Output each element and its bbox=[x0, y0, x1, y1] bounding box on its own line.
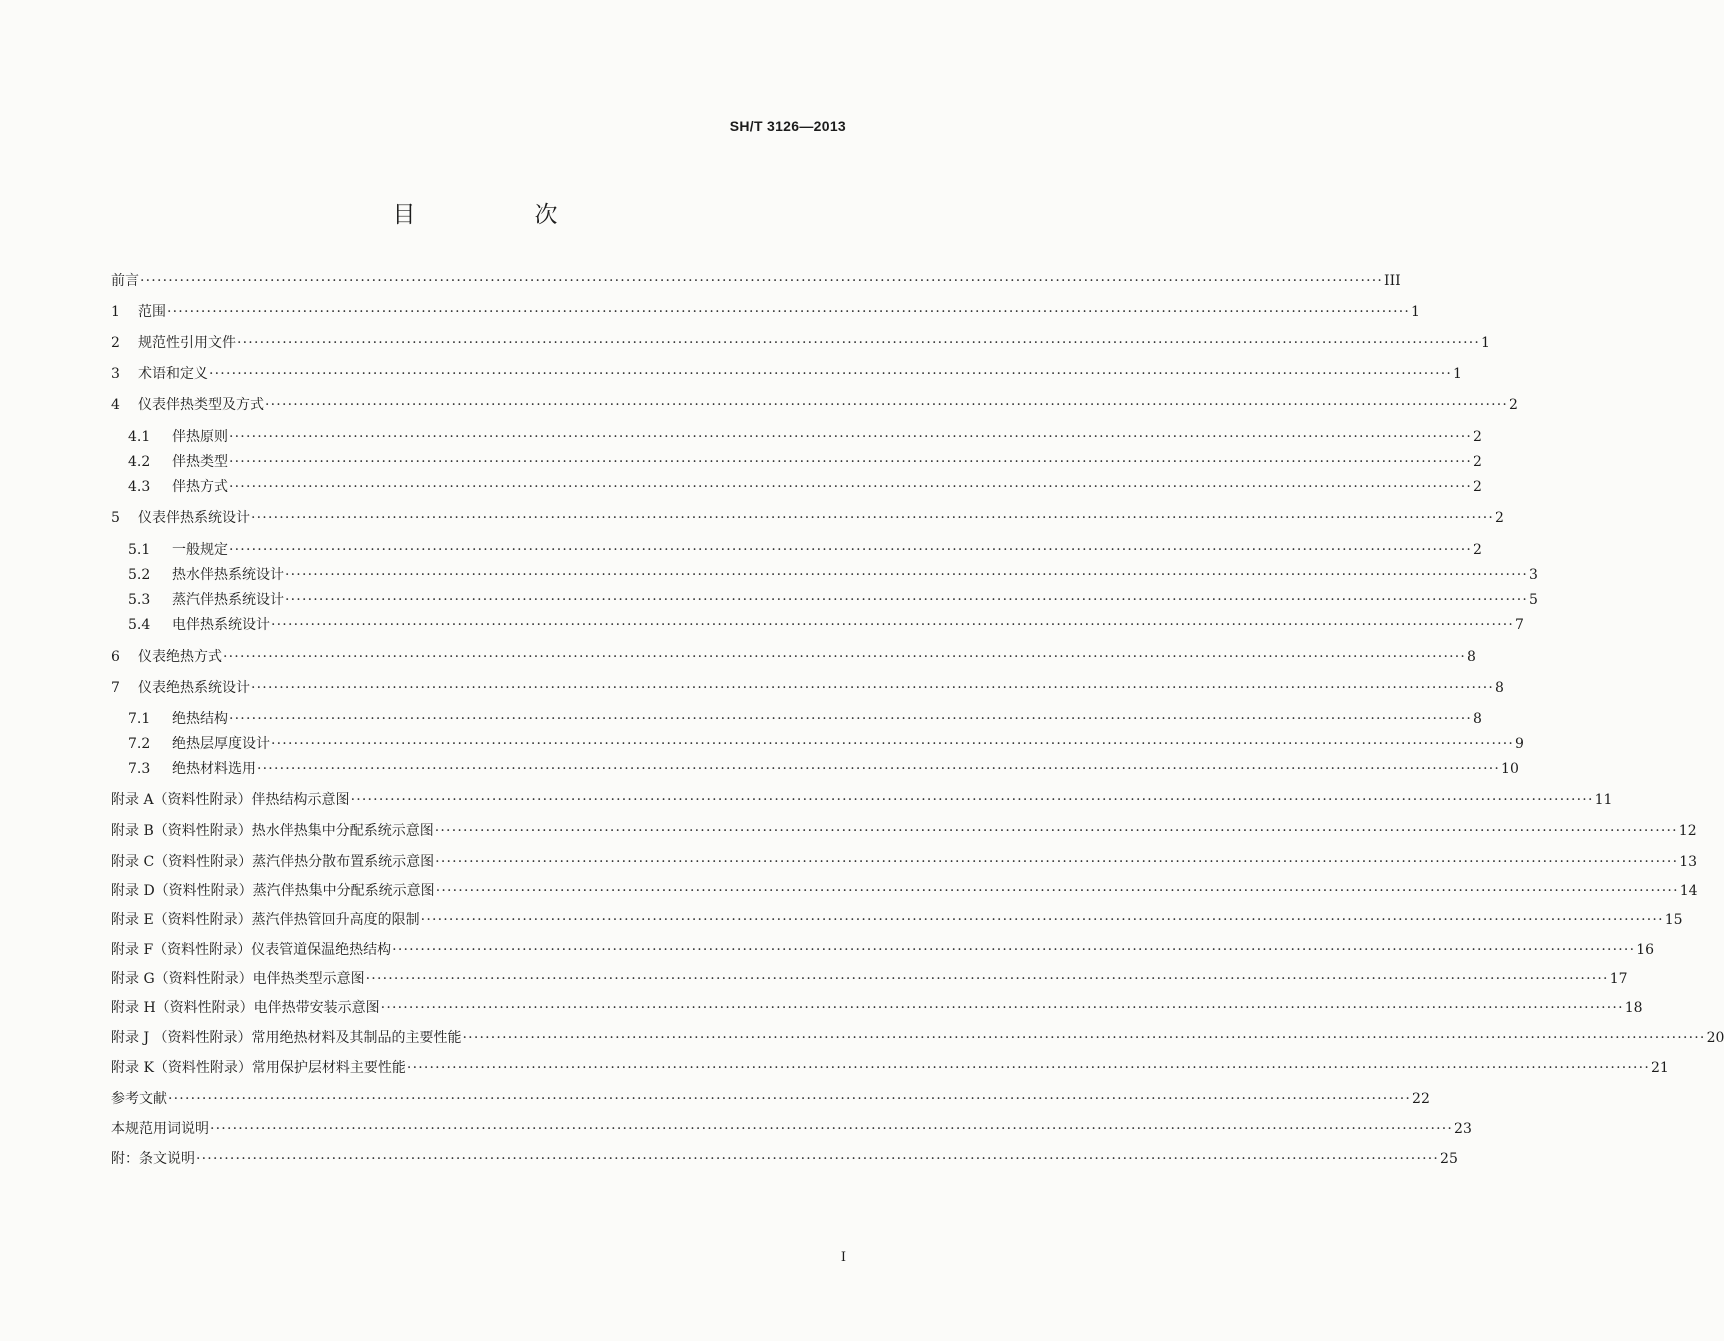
dot-leader: ···························································································································································································································· bbox=[251, 680, 1495, 696]
page-number: I bbox=[840, 1250, 846, 1265]
toc-entry-page: 17 bbox=[1609, 971, 1628, 987]
toc-entry-label bbox=[111, 909, 420, 931]
toc-entry-label bbox=[111, 1148, 195, 1170]
dot-leader: ···························································································································································································································· bbox=[168, 1091, 1412, 1107]
toc-entry-page: 20 bbox=[1706, 1030, 1724, 1046]
toc-entry-text: 仪表伴热系统设计 bbox=[138, 510, 250, 526]
toc-entry-text: 附录 D（资料性附录）蒸汽伴热集中分配系统示意图 bbox=[111, 883, 435, 899]
toc-entry[interactable] bbox=[111, 820, 1697, 842]
toc-entry[interactable] bbox=[111, 789, 1613, 811]
toc-entry-number: 4.2 bbox=[128, 454, 151, 470]
toc-entry-number: 7.3 bbox=[128, 761, 151, 777]
toc-entry-label bbox=[128, 758, 256, 780]
toc-entry[interactable] bbox=[111, 646, 1476, 668]
toc-entry-text: 前言 bbox=[111, 273, 139, 289]
dot-leader: ···························································································································································································································· bbox=[380, 1000, 1624, 1016]
toc-entry-text: 参考文献 bbox=[111, 1091, 167, 1107]
toc-entry-page: 2 bbox=[1473, 454, 1482, 470]
toc-entry-text: 规范性引用文件 bbox=[138, 335, 236, 351]
toc-entry-label bbox=[111, 646, 222, 668]
toc-entry-label bbox=[111, 820, 434, 842]
toc-entry-label bbox=[128, 708, 228, 730]
toc-entry-label bbox=[128, 451, 228, 473]
toc-entry[interactable] bbox=[128, 733, 1524, 755]
toc-entry[interactable] bbox=[111, 363, 1462, 385]
toc-entry-text: 附录 K（资料性附录）常用保护层材料主要性能 bbox=[111, 1060, 406, 1076]
toc-entry-page: 10 bbox=[1501, 761, 1519, 777]
toc-entry-text: 仪表绝热方式 bbox=[138, 649, 222, 665]
toc-entry[interactable] bbox=[111, 1027, 1724, 1049]
toc-entry-page: 1 bbox=[1481, 335, 1490, 351]
dot-leader: ···························································································································································································································· bbox=[265, 397, 1509, 413]
toc-entry-label bbox=[111, 939, 391, 961]
standard-code: SH/T 3126—2013 bbox=[729, 118, 846, 134]
dot-leader: ···························································································································································································································· bbox=[435, 854, 1679, 870]
toc-entry-text: 术语和定义 bbox=[138, 366, 208, 382]
toc-entry-number: 7.2 bbox=[128, 736, 151, 752]
toc-entry-number: 6 bbox=[111, 649, 120, 665]
toc-entry-text: 附录 B（资料性附录）热水伴热集中分配系统示意图 bbox=[111, 823, 434, 839]
toc-entry[interactable] bbox=[128, 589, 1538, 611]
toc-entry-page: 2 bbox=[1473, 429, 1482, 445]
toc-entry-label bbox=[111, 677, 250, 699]
toc-entry-page: 1 bbox=[1411, 304, 1420, 320]
toc-entry-text: 蒸汽伴热系统设计 bbox=[172, 592, 284, 608]
dot-leader: ···························································································································································································································· bbox=[435, 883, 1679, 899]
toc-entry[interactable] bbox=[128, 451, 1482, 473]
toc-entry-text: 附录 C（资料性附录）蒸汽伴热分散布置系统示意图 bbox=[111, 854, 435, 870]
toc-entry-text: 附录 F（资料性附录）仪表管道保温绝热结构 bbox=[111, 942, 392, 958]
toc-entry[interactable] bbox=[128, 564, 1538, 586]
toc-entry-number: 7 bbox=[111, 680, 120, 696]
dot-leader: ···························································································································································································································· bbox=[285, 592, 1529, 608]
toc-entry-label bbox=[128, 589, 284, 611]
toc-entry-label bbox=[128, 426, 228, 448]
toc-entry-label bbox=[111, 1027, 462, 1049]
toc-entry-text: 伴热方式 bbox=[172, 479, 228, 495]
toc-entry-page: 21 bbox=[1650, 1060, 1669, 1076]
toc-entry[interactable] bbox=[111, 301, 1420, 323]
toc-entry-label bbox=[111, 851, 434, 873]
toc-entry-page: 11 bbox=[1594, 792, 1613, 808]
toc-entry-page: 23 bbox=[1454, 1121, 1472, 1137]
dot-leader: ···························································································································································································································· bbox=[210, 1121, 1454, 1137]
toc-entry[interactable] bbox=[111, 939, 1655, 961]
toc-entry-page: 15 bbox=[1664, 912, 1683, 928]
dot-leader: ···························································································································································································································· bbox=[271, 736, 1515, 752]
toc-entry-page: 14 bbox=[1679, 883, 1698, 899]
dot-leader: ···························································································································································································································· bbox=[140, 273, 1384, 289]
toc-entry-label bbox=[111, 1118, 209, 1140]
toc-entry-page: 8 bbox=[1467, 649, 1476, 665]
toc-entry-label bbox=[128, 733, 270, 755]
toc-entry-text: 附录 E（资料性附录）蒸汽伴热管回升高度的限制 bbox=[111, 912, 420, 928]
toc-entry[interactable] bbox=[111, 507, 1504, 529]
toc-entry[interactable] bbox=[128, 426, 1482, 448]
toc-entry-label bbox=[128, 614, 270, 636]
dot-leader: ···························································································································································································································· bbox=[365, 971, 1609, 987]
toc-entry-page: 8 bbox=[1495, 680, 1504, 696]
dot-leader: ···························································································································································································································· bbox=[229, 429, 1473, 445]
toc-entry-page: 2 bbox=[1473, 542, 1482, 558]
toc-entry-label bbox=[111, 968, 365, 990]
toc-entry[interactable] bbox=[128, 708, 1482, 730]
toc-entry[interactable] bbox=[128, 614, 1524, 636]
toc-entry-page: 22 bbox=[1412, 1091, 1430, 1107]
toc-entry[interactable] bbox=[128, 476, 1482, 498]
toc-entry-page: 13 bbox=[1679, 854, 1698, 870]
toc-entry-text: 绝热材料选用 bbox=[172, 761, 256, 777]
toc-entry-number: 7.1 bbox=[128, 711, 151, 727]
toc-entry-text: 伴热原则 bbox=[172, 429, 228, 445]
toc-entry-label bbox=[128, 564, 284, 586]
toc-entry-label bbox=[111, 880, 435, 902]
toc-entry-number: 3 bbox=[111, 366, 120, 382]
toc-entry-page: 5 bbox=[1529, 592, 1538, 608]
toc-entry-text: 附录 A（资料性附录）伴热结构示意图 bbox=[111, 792, 350, 808]
toc-entry-label bbox=[111, 332, 236, 354]
toc-entry-page: 3 bbox=[1529, 567, 1538, 583]
toc-entry-number: 4.3 bbox=[128, 479, 151, 495]
toc-entry-page: 12 bbox=[1678, 823, 1697, 839]
dot-leader: ···························································································································································································································· bbox=[392, 942, 1636, 958]
toc-entry-label bbox=[111, 507, 250, 529]
toc-entry-page: 25 bbox=[1440, 1151, 1458, 1167]
toc-entry[interactable] bbox=[111, 968, 1628, 990]
dot-leader: ···························································································································································································································· bbox=[223, 649, 1467, 665]
toc-entry[interactable] bbox=[111, 997, 1643, 1019]
toc-entry[interactable] bbox=[111, 1088, 1430, 1110]
toc-entry-page: 18 bbox=[1624, 1000, 1643, 1016]
toc-entry-text: 本规范用词说明 bbox=[111, 1121, 209, 1137]
toc-entry-label bbox=[111, 363, 208, 385]
toc-entry[interactable] bbox=[111, 851, 1698, 873]
toc-entry[interactable] bbox=[111, 270, 1401, 292]
toc-entry-page: III bbox=[1384, 273, 1401, 289]
toc-entry-text: 绝热结构 bbox=[172, 711, 228, 727]
dot-leader: ···························································································································································································································· bbox=[229, 454, 1473, 470]
dot-leader: ···························································································································································································································· bbox=[406, 1060, 1650, 1076]
toc-entry[interactable] bbox=[111, 332, 1490, 354]
toc-entry-number: 2 bbox=[111, 335, 120, 351]
toc-entry[interactable] bbox=[111, 1118, 1472, 1140]
toc-entry[interactable] bbox=[111, 909, 1683, 931]
toc-entry-label bbox=[111, 789, 350, 811]
toc-entry-text: 附录 J （资料性附录）常用绝热材料及其制品的主要性能 bbox=[111, 1030, 462, 1046]
toc-entry-page: 7 bbox=[1515, 617, 1524, 633]
toc-entry-label bbox=[111, 997, 380, 1019]
toc-entry-number: 4 bbox=[111, 397, 120, 413]
dot-leader: ···························································································································································································································· bbox=[462, 1030, 1706, 1046]
toc-entry[interactable] bbox=[128, 758, 1519, 780]
toc-entry-number: 1 bbox=[111, 304, 120, 320]
toc-entry-text: 仪表绝热系统设计 bbox=[138, 680, 250, 696]
dot-leader: ···························································································································································································································· bbox=[350, 792, 1594, 808]
toc-entry-page: 2 bbox=[1473, 479, 1482, 495]
toc-entry-text: 热水伴热系统设计 bbox=[172, 567, 284, 583]
toc-entry-page: 16 bbox=[1636, 942, 1655, 958]
dot-leader: ···························································································································································································································· bbox=[237, 335, 1481, 351]
toc-entry-text: 附录 H（资料性附录）电伴热带安装示意图 bbox=[111, 1000, 380, 1016]
toc-entry[interactable] bbox=[111, 677, 1504, 699]
toc-entry-number: 5 bbox=[111, 510, 120, 526]
toc-entry-text: 附录 G（资料性附录）电伴热类型示意图 bbox=[111, 971, 365, 987]
toc-entry[interactable] bbox=[111, 394, 1518, 416]
dot-leader: ···························································································································································································································· bbox=[271, 617, 1515, 633]
dot-leader: ···························································································································································································································· bbox=[285, 567, 1529, 583]
dot-leader: ···························································································································································································································· bbox=[257, 761, 1501, 777]
toc-entry-label bbox=[111, 1057, 406, 1079]
toc-entry-number: 5.3 bbox=[128, 592, 151, 608]
toc-entry[interactable] bbox=[111, 1057, 1669, 1079]
dot-leader: ···························································································································································································································· bbox=[229, 479, 1473, 495]
toc-entry-number: 5.1 bbox=[128, 542, 151, 558]
dot-leader: ···························································································································································································································· bbox=[251, 510, 1495, 526]
toc-entry-text: 附：条文说明 bbox=[111, 1151, 195, 1167]
toc-entry-label bbox=[111, 270, 139, 292]
toc-entry-page: 8 bbox=[1473, 711, 1482, 727]
dot-leader: ···························································································································································································································· bbox=[229, 542, 1473, 558]
toc-entry-text: 范围 bbox=[138, 304, 166, 320]
dot-leader: ···························································································································································································································· bbox=[167, 304, 1411, 320]
toc-entry[interactable] bbox=[128, 539, 1482, 561]
toc-entry-page: 2 bbox=[1509, 397, 1518, 413]
toc-entry-label bbox=[111, 394, 264, 416]
toc-entry-page: 9 bbox=[1515, 736, 1524, 752]
toc-entry-text: 绝热层厚度设计 bbox=[172, 736, 270, 752]
toc-entry-number: 4.1 bbox=[128, 429, 151, 445]
toc-entry-label bbox=[111, 1088, 167, 1110]
toc-title: 目 次 bbox=[392, 202, 606, 228]
dot-leader: ···························································································································································································································· bbox=[196, 1151, 1440, 1167]
toc-entry-number: 5.4 bbox=[128, 617, 151, 633]
toc-entry-label bbox=[128, 539, 228, 561]
toc-entry-text: 一般规定 bbox=[172, 542, 228, 558]
dot-leader: ···························································································································································································································· bbox=[420, 912, 1664, 928]
toc-entry-label bbox=[128, 476, 228, 498]
toc-entry-number: 5.2 bbox=[128, 567, 151, 583]
toc-entry-text: 伴热类型 bbox=[172, 454, 228, 470]
dot-leader: ···························································································································································································································· bbox=[209, 366, 1453, 382]
dot-leader: ···························································································································································································································· bbox=[229, 711, 1473, 727]
toc-entry-page: 1 bbox=[1453, 366, 1462, 382]
toc-entry-text: 电伴热系统设计 bbox=[172, 617, 270, 633]
toc-entry-label bbox=[111, 301, 166, 323]
toc-entry-text: 仪表伴热类型及方式 bbox=[138, 397, 264, 413]
toc-entry[interactable] bbox=[111, 880, 1698, 902]
toc-entry-page: 2 bbox=[1495, 510, 1504, 526]
toc-entry[interactable] bbox=[111, 1148, 1458, 1170]
dot-leader: ···························································································································································································································· bbox=[434, 823, 1678, 839]
